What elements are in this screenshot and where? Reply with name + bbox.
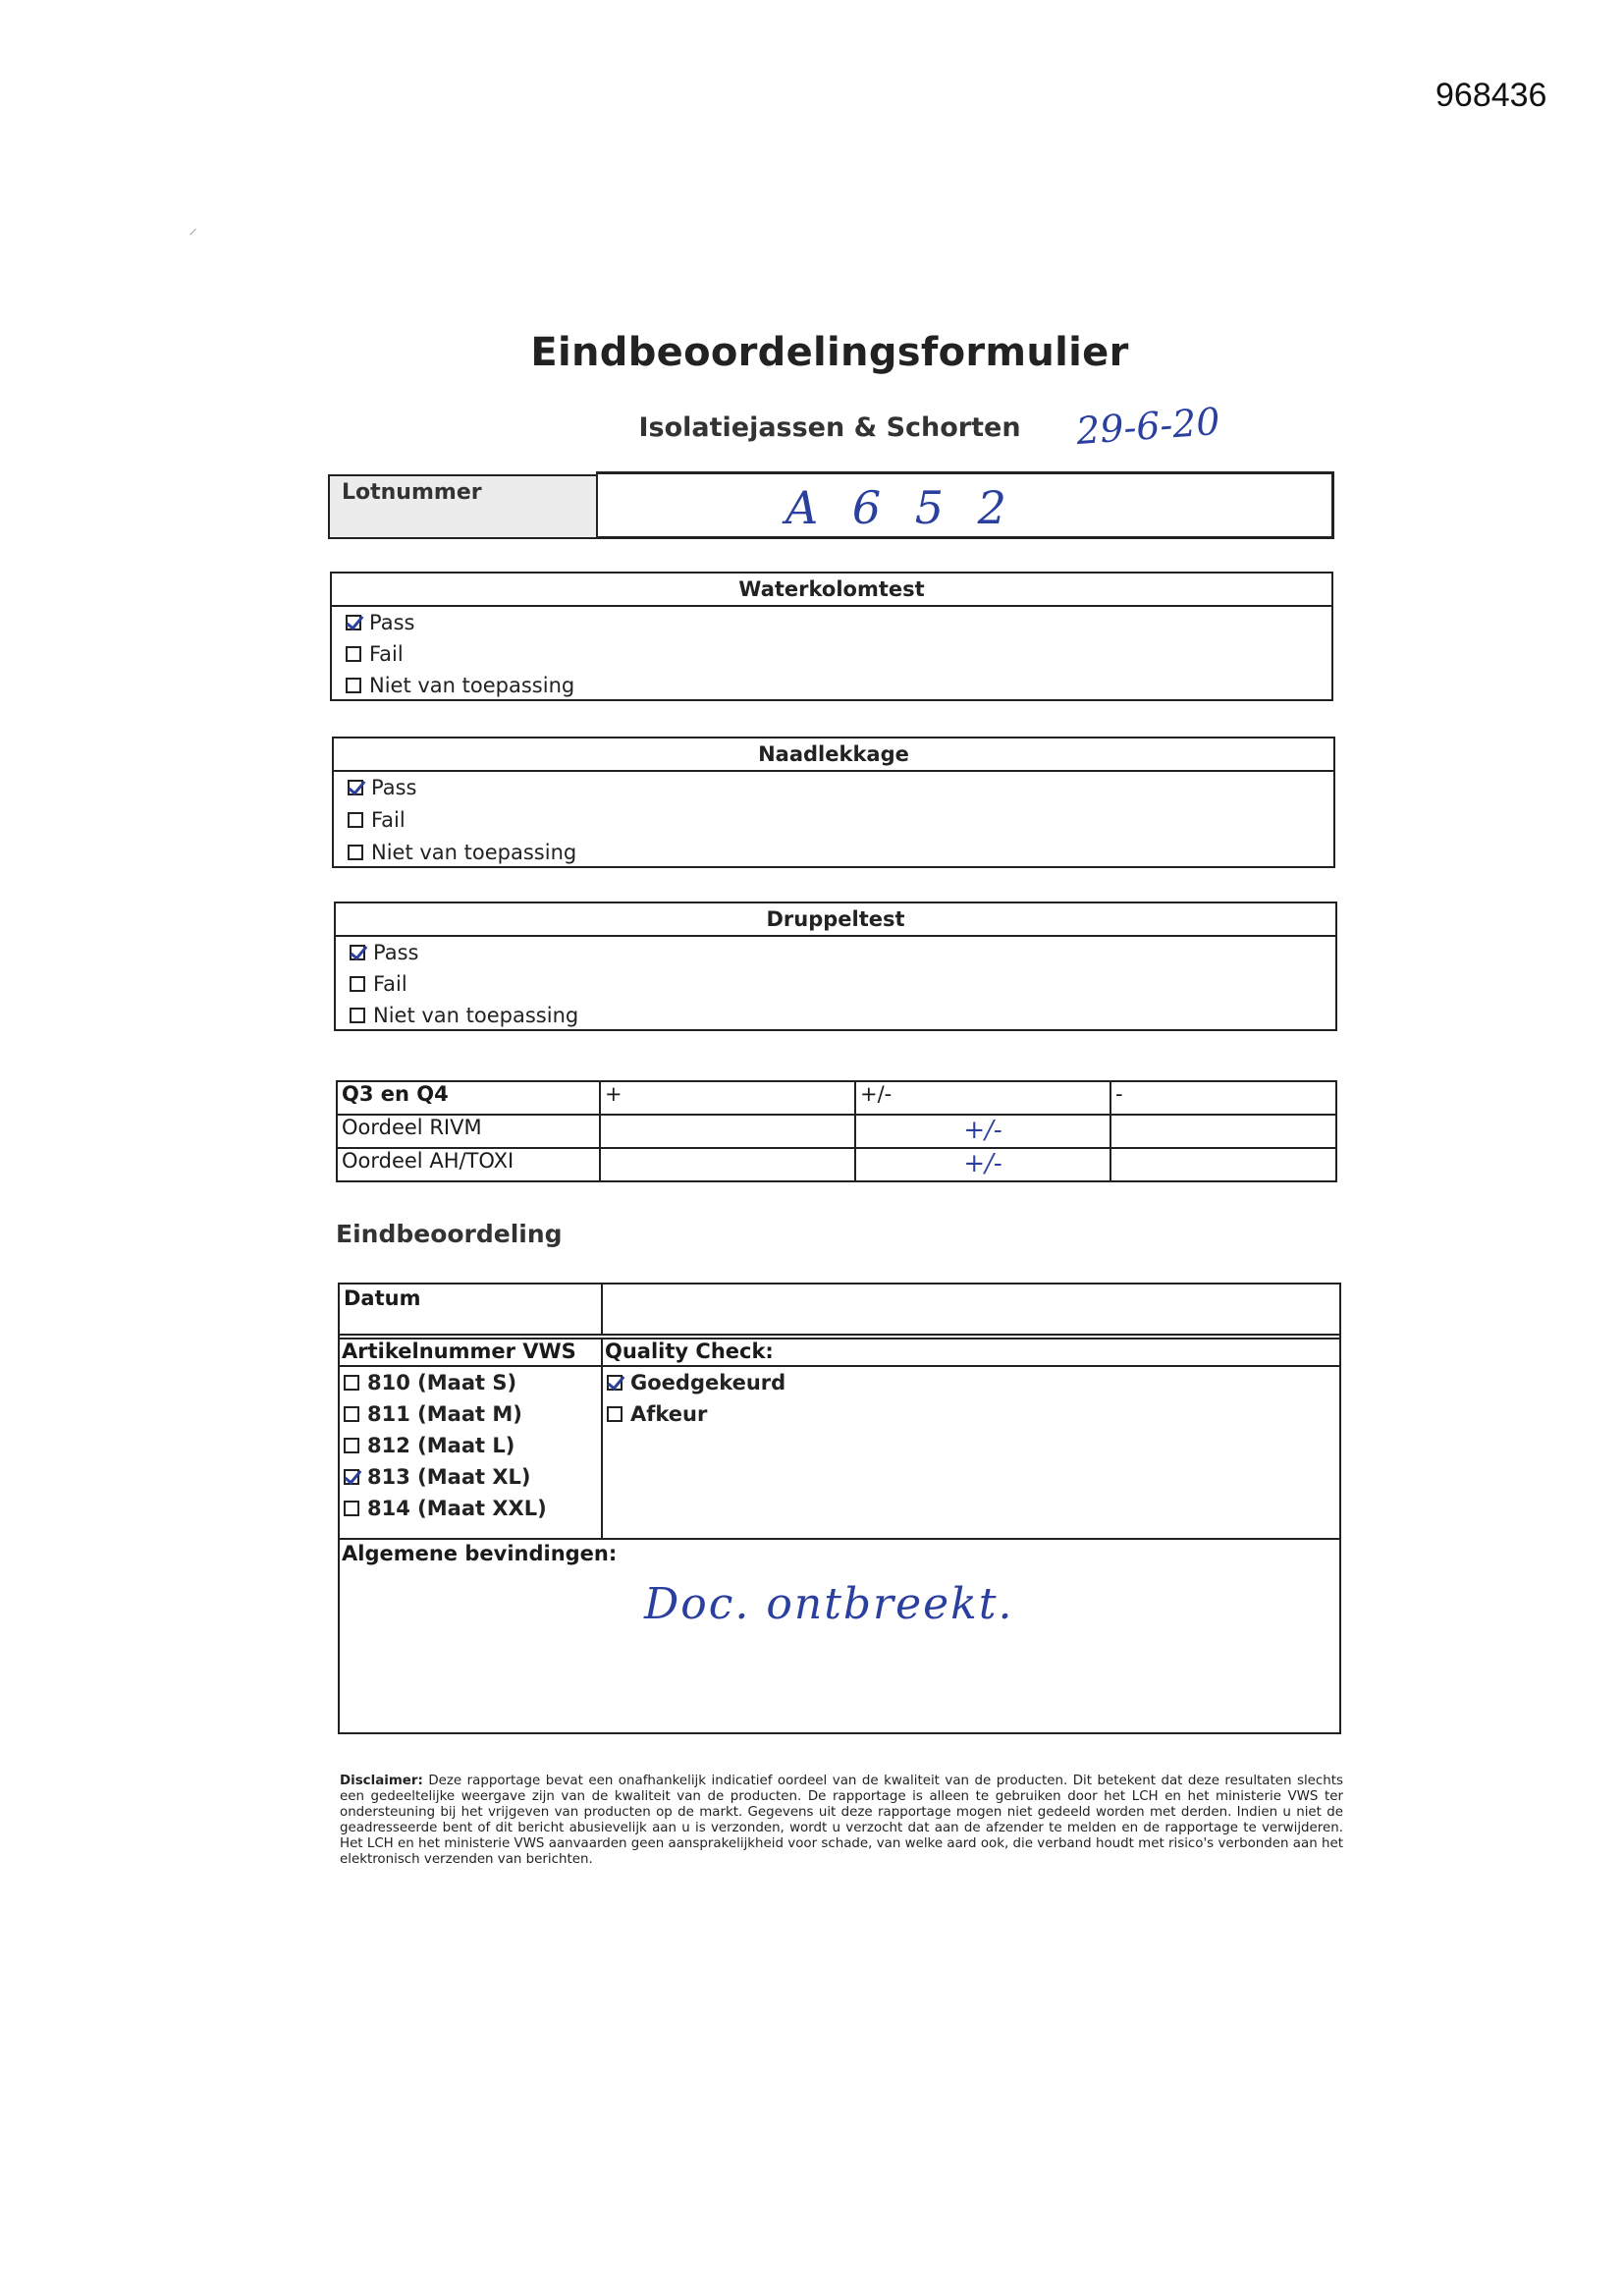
checkbox-icon[interactable]	[348, 812, 363, 828]
checkbox-icon[interactable]	[348, 845, 363, 860]
option-label: Goedgekeurd	[630, 1371, 786, 1394]
checkbox-icon[interactable]	[346, 646, 361, 662]
checkbox-icon[interactable]	[344, 1375, 359, 1391]
article-811[interactable]	[344, 1402, 522, 1426]
quality-label: Quality Check:	[603, 1338, 1339, 1367]
option-label: 810 (Maat S)	[367, 1371, 517, 1394]
table-cell[interactable]	[600, 1115, 855, 1148]
disclaimer	[340, 1774, 1343, 1868]
option-label: 812 (Maat L)	[367, 1434, 515, 1457]
checkbox-icon[interactable]	[344, 1501, 359, 1516]
table-cell[interactable]	[1110, 1148, 1336, 1181]
table-cell[interactable]	[855, 1148, 1110, 1181]
checkbox-checked-icon[interactable]	[607, 1375, 623, 1391]
section-heading: Druppeltest	[336, 903, 1335, 937]
table-cell[interactable]	[600, 1148, 855, 1181]
datum-field[interactable]	[603, 1285, 1339, 1336]
form-subtitle: Isolatiejassen & Schorten	[638, 412, 1021, 443]
article-814[interactable]	[344, 1497, 547, 1520]
table-header-cell: +	[600, 1081, 855, 1115]
table-row-label: Oordeel AH/TOXI	[337, 1148, 600, 1181]
final-assessment-box	[338, 1283, 1341, 1734]
option-label: Niet van toepassing	[371, 841, 577, 864]
option-niet-van-toepassing[interactable]	[346, 674, 574, 697]
option-label: 814 (Maat XXL)	[367, 1497, 547, 1520]
article-812[interactable]	[344, 1434, 514, 1457]
option-fail[interactable]	[346, 642, 404, 666]
findings-handwritten: Doc. ontbreekt.	[644, 1579, 1014, 1629]
document-id: 968436	[1435, 77, 1547, 114]
article-column	[340, 1338, 603, 1540]
section-heading: Naadlekkage	[334, 738, 1333, 772]
quality-afkeur[interactable]	[607, 1402, 707, 1426]
lot-number-value: A 6 5 2	[785, 481, 1016, 534]
lot-number-label: Lotnummer	[328, 474, 598, 539]
option-niet-van-toepassing[interactable]	[350, 1004, 578, 1027]
checkbox-icon[interactable]	[346, 678, 361, 693]
checkbox-checked-icon[interactable]	[346, 615, 361, 630]
datum-label: Datum	[340, 1285, 603, 1336]
final-assessment-heading: Eindbeoordeling	[336, 1220, 563, 1248]
checkbox-checked-icon[interactable]	[344, 1469, 359, 1485]
checkbox-icon[interactable]	[350, 976, 365, 992]
table-row-label: Oordeel RIVM	[337, 1115, 600, 1148]
section-druppeltest	[334, 902, 1337, 1031]
option-label: 813 (Maat XL)	[367, 1465, 531, 1489]
rating-table	[336, 1080, 1337, 1182]
option-label: Pass	[371, 776, 417, 799]
article-813[interactable]	[344, 1465, 531, 1489]
quality-column	[603, 1338, 1339, 1540]
section-heading: Waterkolomtest	[332, 574, 1331, 607]
section-waterkolomtest	[330, 572, 1333, 701]
disclaimer-text: Deze rapportage bevat een onafhankelijk indicatief oordeel van de kwaliteit van de producten. Dit betekent dat deze resultaten slechts een gedeeltelijke weergave zijn van de kwaliteit van de producten. De rapportage is alleen te gebruiken door het LCH en het ministerie VWS ter ondersteuning bij het vrijgeven van producten op de markt. Gegevens uit deze rapportage mogen niet gedeeld worden met derden. Indien u niet de geadresseerde bent of dit bericht abusievelijk aan u is verzonden, wordt u verzocht dat aan de afzender te melden en de rapportage te verwijderen. Het LCH en het ministerie VWS aanvaarden geen aansprakelijkheid voor schade, van welke aard ook, die verband houdt met risico's verbonden aan het elektronisch verzenden van berichten.	[340, 1774, 1343, 1867]
table-header-cell: Q3 en Q4	[337, 1081, 600, 1115]
checkbox-checked-icon[interactable]	[348, 780, 363, 795]
scan-mark-icon: ⸝	[189, 218, 197, 239]
checkbox-icon[interactable]	[344, 1406, 359, 1422]
table-row	[337, 1081, 1336, 1115]
table-header-cell: +/-	[855, 1081, 1110, 1115]
table-header-cell: -	[1110, 1081, 1336, 1115]
article-810[interactable]	[344, 1371, 516, 1394]
table-cell[interactable]	[855, 1115, 1110, 1148]
table-row	[337, 1115, 1336, 1148]
findings-label: Algemene bevindingen:	[342, 1542, 618, 1565]
option-label: Pass	[373, 941, 419, 964]
option-niet-van-toepassing[interactable]	[348, 841, 576, 864]
option-label: Fail	[373, 972, 407, 996]
section-naadlekkage	[332, 737, 1335, 868]
option-pass[interactable]	[350, 941, 418, 964]
article-label: Artikelnummer VWS	[340, 1338, 601, 1367]
table-row	[337, 1148, 1336, 1181]
handwritten-mark: +/-	[963, 1116, 1002, 1145]
option-fail[interactable]	[348, 808, 406, 832]
checkbox-checked-icon[interactable]	[350, 945, 365, 960]
option-label: Afkeur	[630, 1402, 708, 1426]
option-label: 811 (Maat M)	[367, 1402, 522, 1426]
form-title: Eindbeoordelingsformulier	[530, 330, 1129, 375]
option-label: Fail	[369, 642, 404, 666]
option-label: Fail	[371, 808, 406, 832]
table-cell[interactable]	[1110, 1115, 1336, 1148]
handwritten-date: 29-6-20	[1074, 399, 1221, 454]
option-pass[interactable]	[346, 611, 414, 634]
checkbox-icon[interactable]	[350, 1008, 365, 1023]
handwritten-mark: +/-	[963, 1149, 1002, 1178]
quality-goedgekeurd[interactable]	[607, 1371, 785, 1394]
checkbox-icon[interactable]	[607, 1406, 623, 1422]
findings-field[interactable]	[340, 1542, 1339, 1732]
option-label: Pass	[369, 611, 415, 634]
option-pass[interactable]	[348, 776, 416, 799]
option-fail[interactable]	[350, 972, 407, 996]
option-label: Niet van toepassing	[369, 674, 575, 697]
option-label: Niet van toepassing	[373, 1004, 579, 1027]
disclaimer-label: Disclaimer:	[340, 1774, 423, 1788]
checkbox-icon[interactable]	[344, 1438, 359, 1453]
